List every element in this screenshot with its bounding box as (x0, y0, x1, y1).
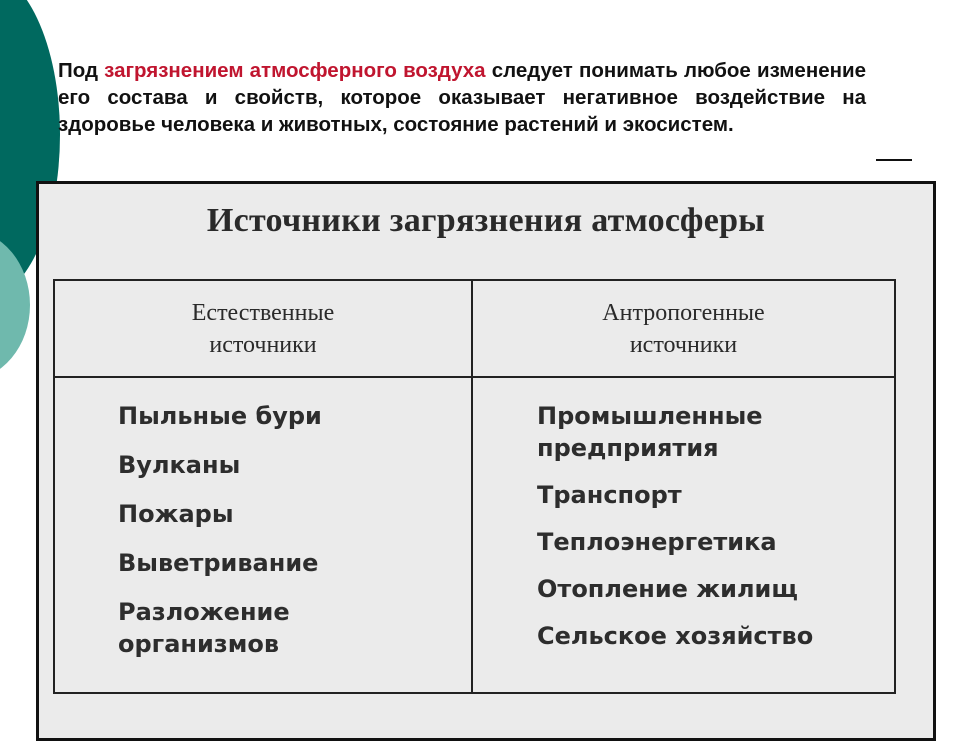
list-item: Отопление жилищ (537, 575, 798, 603)
intro-text-end: следует понимать любое изменение его состава и свойств, которое оказывает негативное воздействие на здоровье человека и животных, состояние растений и экосистем. (58, 58, 866, 136)
list-item: Транспорт (537, 481, 682, 509)
list-item: Разложение организмов (118, 598, 290, 658)
anthropogenic-sources-list (537, 400, 813, 667)
list-item: Пожары (118, 500, 234, 528)
header-natural-line2: источники (209, 331, 317, 358)
sources-figure (36, 181, 936, 741)
list-item: Пыльные бури (118, 402, 322, 430)
sources-table (53, 279, 896, 694)
list-item: Теплоэнергетика (537, 528, 777, 556)
list-item: Промышленные предприятия (537, 402, 763, 462)
table-header-row (55, 281, 894, 378)
anthropogenic-sources-cell (473, 378, 894, 692)
natural-sources-cell (55, 378, 473, 692)
header-anthropogenic-line1: Антропогенные (602, 299, 765, 326)
intro-text-start: Под (58, 58, 105, 82)
header-natural-line1: Естественные (191, 299, 335, 326)
header-anthropogenic-sources (473, 281, 894, 376)
figure-title: Источники загрязнения атмосферы (206, 202, 766, 239)
header-anthropogenic-line2: источники (629, 331, 738, 358)
header-natural-sources (55, 281, 473, 376)
list-item: Вулканы (118, 451, 241, 479)
list-item: Выветривание (118, 549, 319, 577)
intro-underline (876, 159, 912, 161)
list-item: Сельское хозяйство (537, 622, 814, 650)
intro-paragraph (58, 57, 866, 138)
natural-sources-list (118, 400, 322, 677)
intro-highlight: загрязнением атмосферного воздуха (104, 58, 486, 82)
table-body-row (55, 378, 894, 692)
